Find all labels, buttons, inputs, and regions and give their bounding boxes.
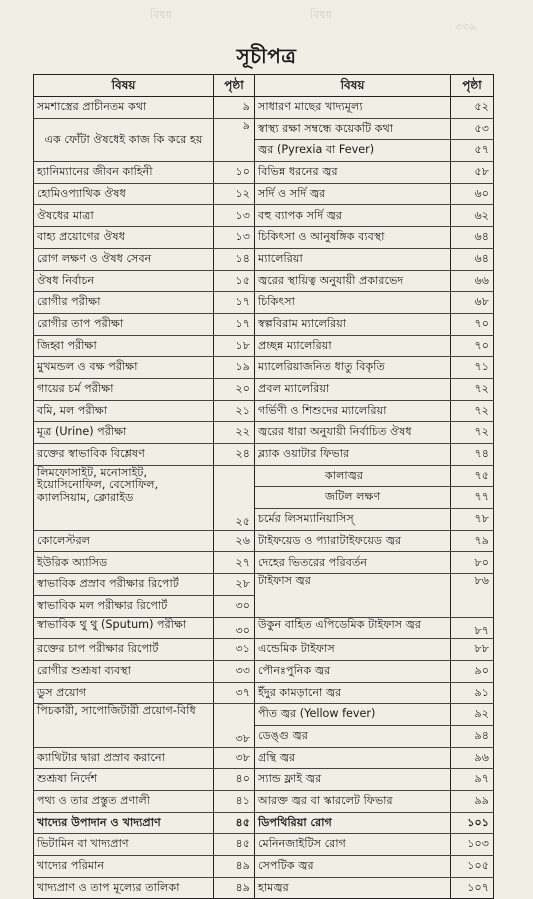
page-header-left: পৃষ্ঠা — [214, 75, 255, 97]
left-subject: হোমিওপ্যাথিক ঔষধ — [34, 183, 214, 205]
left-page: ৩৮ — [214, 704, 255, 747]
left-subject: বাহ্য প্রয়োগের ঔষধ — [34, 227, 214, 249]
left-page: ৩৮ — [214, 747, 255, 769]
right-subject: ম্যালেরিয়াজনিত ধাতু বিকৃতি — [255, 357, 451, 379]
left-subject: শুশ্রূষা নির্দেশ — [34, 769, 214, 791]
right-page: ৮৭ — [451, 617, 494, 639]
right-page: ৭৭ — [451, 487, 494, 509]
left-subject: রক্তের স্বাভাবিক বিশ্লেষণ — [34, 444, 214, 466]
right-page: ৭৯ — [451, 530, 494, 552]
table-row — [34, 97, 494, 119]
right-subject: স্যান্ড ফ্লাই জ্বর — [255, 769, 451, 791]
table-row — [34, 812, 494, 834]
left-page: ২৬ — [214, 530, 255, 552]
right-page: ৯১ — [451, 682, 494, 704]
right-page: ৬০ — [451, 183, 494, 205]
left-page: ২৮ — [214, 574, 255, 596]
right-page: ৯৪ — [451, 725, 494, 747]
right-page: ৫২ — [451, 97, 494, 119]
table-row — [34, 378, 494, 400]
right-page: ৫৩ — [451, 118, 494, 140]
left-subject: ডুস প্রয়োগ — [34, 682, 214, 704]
left-subject: ইউরিক অ্যাসিড — [34, 552, 214, 574]
right-page: ৫৭ — [451, 140, 494, 162]
left-subject: স্বাভাবিক মল পরীক্ষার রিপোর্ট — [34, 595, 214, 617]
right-page: ৭০ — [451, 335, 494, 357]
right-page: ৭৮ — [451, 509, 494, 531]
right-subject: ম্যালেরিয়া — [255, 248, 451, 270]
left-page: ৩০ — [214, 595, 255, 617]
right-page: ৯০ — [451, 660, 494, 682]
right-subject: সেপটিক জ্বর — [255, 856, 451, 878]
left-page: ৪৯ — [214, 877, 255, 899]
left-page: ১৭ — [214, 292, 255, 314]
right-page: ১০৩ — [451, 834, 494, 856]
left-subject: রক্তের চাপ পরীক্ষার রিপোর্ট — [34, 639, 214, 661]
table-row — [34, 877, 494, 899]
right-page: ৭২ — [451, 400, 494, 422]
left-page: ২১ — [214, 400, 255, 422]
table-row — [34, 444, 494, 466]
left-page: ১২ — [214, 183, 255, 205]
right-subject: বিভিন্ন ধরনের জ্বর — [255, 162, 451, 184]
left-subject: কোলেস্টরল — [34, 530, 214, 552]
left-page: ৪০ — [214, 769, 255, 791]
right-subject: চর্মের লিসম্যানিয়াসিস্ — [255, 509, 451, 531]
left-subject: ঔষধ নির্বাচন — [34, 270, 214, 292]
right-subject: ব্ল্যাক ওয়াটার ফিভার — [255, 444, 451, 466]
table-row — [34, 292, 494, 314]
right-subject: স্বল্পবিরাম ম্যালেরিয়া — [255, 313, 451, 335]
right-subject: জ্বরের স্থায়িত্ব অনুযায়ী প্রকারভেদ — [255, 270, 451, 292]
table-row — [34, 335, 494, 357]
left-page: ২৪ — [214, 444, 255, 466]
table-row — [34, 856, 494, 878]
left-subject: খাদ্যপ্রাণ ও তাপ মূল্যের তালিকা — [34, 877, 214, 899]
left-page: ৩১ — [214, 639, 255, 661]
right-page: ৬২ — [451, 205, 494, 227]
left-page: ৯ — [214, 118, 255, 161]
right-subject: দেহের ভিতরের পরিবর্তন — [255, 552, 451, 574]
table-row — [34, 791, 494, 813]
left-subject: এক ফোঁটা ঔষধেই কাজ কি করে হয় — [34, 118, 214, 161]
left-subject: স্বাভাবিক থু থু (Sputum) পরীক্ষা — [34, 617, 214, 639]
right-subject: গর্ভিণী ও শিশুদের ম্যালেরিয়া — [255, 400, 451, 422]
left-subject: খাদ্যের উপাদান ও খাদ্যপ্রাণ — [34, 812, 214, 834]
left-subject: লিমফোসাইট, মনোসাইট, ইয়োসিনোফিল, বেসোফিল, ক্যালসিয়াম, ক্লোরাইড — [34, 465, 214, 530]
left-subject: রোগীর পরীক্ষা — [34, 292, 214, 314]
header-row — [34, 75, 494, 97]
left-page: ৩৩ — [214, 660, 255, 682]
table-row — [34, 552, 494, 574]
left-page: ২৫ — [214, 465, 255, 530]
right-page: ৭১ — [451, 357, 494, 379]
right-page: ৮০ — [451, 552, 494, 574]
left-page: ১৫ — [214, 270, 255, 292]
right-page: ৭৪ — [451, 444, 494, 466]
left-page: ৪৫ — [214, 812, 255, 834]
subject-header-left: বিষয় — [34, 75, 214, 97]
right-page: ৮৮ — [451, 639, 494, 661]
bleed-through-background: বিষয় বিষয় ৩৩৯ — [150, 8, 477, 33]
left-page: ১৩ — [214, 205, 255, 227]
left-subject: স্বাভাবিক প্রস্রাব পরীক্ষার রিপোর্ট — [34, 574, 214, 596]
right-page: ৭২ — [451, 422, 494, 444]
table-row — [34, 574, 494, 596]
table-row — [34, 530, 494, 552]
table-row — [34, 682, 494, 704]
table-row — [34, 747, 494, 769]
right-page: ৯৬ — [451, 747, 494, 769]
right-subject: সর্দি ও সর্দি জ্বর — [255, 183, 451, 205]
right-subject: গ্রন্থি জ্বর — [255, 747, 451, 769]
table-row — [34, 270, 494, 292]
page-header-right: পৃষ্ঠা — [451, 75, 494, 97]
left-page: ৪৫ — [214, 834, 255, 856]
table-row — [34, 357, 494, 379]
right-subject: জটিল লক্ষণ — [255, 487, 451, 509]
right-page: ১০৫ — [451, 856, 494, 878]
left-page: ৪১ — [214, 791, 255, 813]
table-row — [34, 769, 494, 791]
left-subject: গায়ের চর্ম পরীক্ষা — [34, 378, 214, 400]
left-subject: রোগীর শুশ্রূষা ব্যবস্থা — [34, 660, 214, 682]
table-row — [34, 183, 494, 205]
table-row — [34, 639, 494, 661]
right-page: ৬৬ — [451, 270, 494, 292]
left-page: ২২ — [214, 422, 255, 444]
table-row — [34, 248, 494, 270]
right-page: ৫৮ — [451, 162, 494, 184]
left-subject: পথ্য ও তার প্রস্তুত প্রণালী — [34, 791, 214, 813]
right-subject: চিকিৎসা ও আনুষঙ্গিক ব্যবস্থা — [255, 227, 451, 249]
table-row — [34, 227, 494, 249]
left-subject: বমি, মল পরীক্ষা — [34, 400, 214, 422]
right-subject: জ্বরের ধারা অনুযায়ী নির্বাচিত ঔষধ — [255, 422, 451, 444]
right-subject: এন্ডেমিক টাইফাস — [255, 639, 451, 661]
right-page: ৭০ — [451, 313, 494, 335]
right-subject: কালাজ্বর — [255, 465, 451, 487]
left-subject: ক্যাথিটার দ্বারা প্রস্রাব করানো — [34, 747, 214, 769]
right-subject: টাইফাস জ্বর — [255, 574, 451, 617]
left-page: ২৭ — [214, 552, 255, 574]
left-subject: জিহ্বা পরীক্ষা — [34, 335, 214, 357]
right-subject: ডেঙ্গু জ্বর — [255, 725, 451, 747]
table-row — [34, 162, 494, 184]
right-page: ৭২ — [451, 378, 494, 400]
left-subject: খাদ্যের পরিমান — [34, 856, 214, 878]
right-subject: ইঁদুর কামড়ানো জ্বর — [255, 682, 451, 704]
left-page: ১৪ — [214, 248, 255, 270]
table-row — [34, 422, 494, 444]
right-subject: পীত জ্বর (Yellow fever) — [255, 704, 451, 726]
right-subject: প্রচ্ছন্ন ম্যালেরিয়া — [255, 335, 451, 357]
page-title: সূচীপত্র — [236, 44, 297, 68]
left-subject: মুখমন্ডল ও বক্ষ পরীক্ষা — [34, 357, 214, 379]
right-page: ৯৭ — [451, 769, 494, 791]
right-subject: সাধারণ মাছের খাদ্যমূল্য — [255, 97, 451, 119]
right-subject: মেনিনজাইটিস রোগ — [255, 834, 451, 856]
table-row — [34, 400, 494, 422]
left-page: ১০ — [214, 162, 255, 184]
left-page: ২০ — [214, 378, 255, 400]
right-subject: পৌনঃপুনিক জ্বর — [255, 660, 451, 682]
right-subject: স্বাস্থ্য রক্ষা সম্বন্ধে কয়েকটি কথা — [255, 118, 451, 140]
contents-table — [33, 74, 494, 899]
left-subject: ঔষধের মাত্রা — [34, 205, 214, 227]
subject-header-right: বিষয় — [255, 75, 451, 97]
right-page: ৬৪ — [451, 248, 494, 270]
left-page: ৩৭ — [214, 682, 255, 704]
left-subject: ভিটামিন বা খাদ্যপ্রাণ — [34, 834, 214, 856]
left-page: ১৯ — [214, 357, 255, 379]
left-page: ৯ — [214, 97, 255, 119]
left-subject: হ্যানিম্যানের জীবন কাহিনী — [34, 162, 214, 184]
right-page: ৬৪ — [451, 227, 494, 249]
left-page: ৩০ — [214, 617, 255, 639]
table-row — [34, 205, 494, 227]
table-row — [34, 118, 494, 140]
right-subject: আরক্ত জ্বর বা স্কারলেট ফিভার — [255, 791, 451, 813]
right-subject: চিকিৎসা — [255, 292, 451, 314]
right-page: ১০৭ — [451, 877, 494, 899]
table-row — [34, 834, 494, 856]
left-page: ৪৯ — [214, 856, 255, 878]
right-page: ৯৯ — [451, 791, 494, 813]
left-subject: রোগীর তাপ পরীক্ষা — [34, 313, 214, 335]
right-page: ৯২ — [451, 704, 494, 726]
right-subject: জ্বর (Pyrexia বা Fever) — [255, 140, 451, 162]
table-row — [34, 660, 494, 682]
table-row — [34, 465, 494, 487]
right-page: ৭৫ — [451, 465, 494, 487]
right-subject: ডিপথিরিয়া রোগ — [255, 812, 451, 834]
right-subject: হামজ্বর — [255, 877, 451, 899]
left-subject: মূত্র (Urine) পরীক্ষা — [34, 422, 214, 444]
table-row — [34, 313, 494, 335]
table-row — [34, 704, 494, 726]
right-subject: উকুন বাহিত এপিডেমিক টাইফাস জ্বর — [255, 617, 451, 639]
left-subject: রোগ লক্ষণ ও ঔষধ সেবন — [34, 248, 214, 270]
right-subject: বহু ব্যাপক সর্দি জ্বর — [255, 205, 451, 227]
left-page: ১৩ — [214, 227, 255, 249]
right-page: ৬৮ — [451, 292, 494, 314]
right-page: ১০১ — [451, 812, 494, 834]
left-page: ১৭ — [214, 313, 255, 335]
left-subject: পিচকারী, সাপোজিটারী প্রয়োগ-বিধি — [34, 704, 214, 747]
left-page: ১৮ — [214, 335, 255, 357]
left-subject: সমশাস্ত্রের প্রাচীনতম কথা — [34, 97, 214, 119]
right-subject: টাইফয়েড ও প্যারাটাইফয়েড জ্বর — [255, 530, 451, 552]
right-page: ৮৬ — [451, 574, 494, 617]
right-subject: প্রবল ম্যালেরিয়া — [255, 378, 451, 400]
